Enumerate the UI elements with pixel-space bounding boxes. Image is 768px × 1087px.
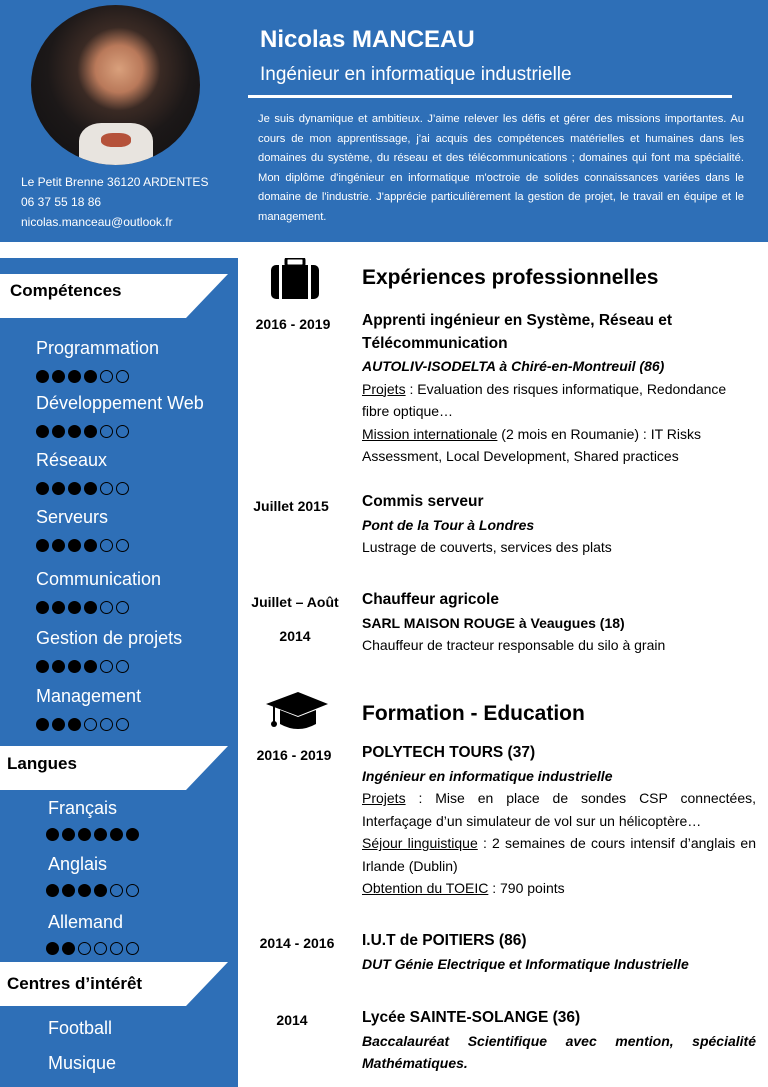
skill-label: Réseaux — [36, 450, 108, 470]
education-sejour — [362, 832, 756, 877]
skill-rating — [36, 482, 132, 498]
language-rating — [46, 884, 142, 900]
rating-dot-empty — [110, 942, 123, 955]
experience-company: AUTOLIV-ISODELTA à Chiré-en-Montreuil (86) — [362, 358, 665, 374]
contact-email[interactable]: nicolas.manceau@outlook.fr — [21, 215, 173, 229]
mission-text: (2 mois en Roumanie) : IT Risks Assessment, Local Development, Shared practices — [362, 425, 701, 464]
interest-item: Football — [48, 1018, 113, 1038]
experience-role: Commis serveur — [362, 493, 484, 510]
rating-dot-filled — [78, 828, 91, 841]
rating-dot-empty — [116, 370, 129, 383]
skill-rating — [36, 539, 132, 555]
education-degree: DUT Génie Electrique et Informatique Industrielle — [362, 955, 689, 972]
job-title: Ingénieur en informatique industrielle — [260, 64, 572, 85]
rating-dot-filled — [36, 425, 49, 438]
rating-dot-empty — [116, 718, 129, 731]
skill-rating — [36, 718, 132, 734]
experience-company: Pont de la Tour à Londres — [362, 516, 535, 533]
interets-title: Centres d’intérêt — [7, 974, 143, 993]
rating-dot-filled — [68, 425, 81, 438]
skill-rating — [36, 660, 132, 676]
rating-dot-filled — [68, 539, 81, 552]
rating-dot-filled — [36, 370, 49, 383]
sejour-label: Séjour linguistique — [362, 835, 478, 851]
rating-dot-empty — [116, 660, 129, 673]
education-school: POLYTECH TOURS (37) — [362, 744, 536, 761]
experience-projects — [362, 378, 756, 423]
experience-date: Juillet – Août — [251, 594, 339, 610]
skill-label: Gestion de projets — [36, 628, 183, 648]
skill-label: Serveurs — [36, 507, 109, 527]
rating-dot-empty — [126, 884, 139, 897]
rating-dot-filled — [110, 828, 123, 841]
rating-dot-empty — [116, 482, 129, 495]
rating-dot-filled — [52, 718, 65, 731]
rating-dot-filled — [68, 660, 81, 673]
rating-dot-filled — [94, 884, 107, 897]
rating-dot-filled — [36, 660, 49, 673]
photo-bowtie — [101, 133, 131, 147]
rating-dot-filled — [52, 482, 65, 495]
rating-dot-empty — [116, 539, 129, 552]
rating-dot-empty — [100, 718, 113, 731]
rating-dot-filled — [46, 884, 59, 897]
rating-dot-filled — [52, 425, 65, 438]
education-school: Lycée SAINTE-SOLANGE (36) — [362, 1009, 581, 1026]
rating-dot-filled — [62, 828, 75, 841]
skill-label: Développement Web — [36, 393, 204, 413]
profile-photo — [31, 5, 200, 165]
rating-dot-filled — [46, 942, 59, 955]
projets-label: Projets — [362, 790, 406, 806]
rating-dot-filled — [68, 370, 81, 383]
rating-dot-empty — [100, 482, 113, 495]
rating-dot-filled — [84, 660, 97, 673]
profile-summary: Je suis dynamique et ambitieux. J’aime relever les défis et gérer des missions importantes. Au cours de mon apprentissage, j'ai acquis des compétences matérielles et humaines dans les domaines du système, du réseau et des télécommunications ; domaines qui font ma spécialité. Mon diplôme d'ingénieur en informatique m'octroie de solides connaissances variées dans le domaine de l'industrie. J'apprécie particulièrement la gestion de projet, le travail en équipe et le management. — [258, 113, 744, 223]
rating-dot-empty — [126, 942, 139, 955]
experience-title: Expériences professionnelles — [362, 266, 659, 289]
language-label: Anglais — [48, 854, 108, 874]
rating-dot-empty — [84, 718, 97, 731]
experience-company: SARL MAISON ROUGE à Veaugues (18) — [362, 614, 625, 631]
education-entry — [362, 930, 756, 975]
header-banner — [0, 0, 768, 242]
rating-dot-filled — [52, 660, 65, 673]
rating-dot-filled — [84, 601, 97, 614]
interest-item: Musique — [48, 1053, 117, 1073]
education-toeic — [362, 877, 756, 900]
rating-dot-filled — [52, 370, 65, 383]
rating-dot-empty — [100, 601, 113, 614]
rating-dot-filled — [36, 539, 49, 552]
projets-text: : Mise en place de sondes CSP connectées, Interfaçage d’un simulateur de vol sur un hélicoptère… — [362, 790, 756, 829]
language-label: Allemand — [48, 912, 124, 932]
skill-label: Management — [36, 686, 142, 706]
experience-date: 2016 - 2019 — [255, 316, 331, 332]
education-school: I.U.T de POITIERS (86) — [362, 932, 527, 949]
rating-dot-empty — [94, 942, 107, 955]
education-degree: Ingénieur en informatique industrielle — [362, 767, 613, 784]
rating-dot-empty — [78, 942, 91, 955]
experience-entry — [362, 491, 756, 559]
toeic-label: Obtention du TOEIC — [362, 880, 489, 896]
experience-date-year: 2014 — [279, 628, 311, 644]
rating-dot-empty — [100, 425, 113, 438]
education-entry — [362, 742, 756, 900]
langues-title: Langues — [7, 754, 77, 773]
experience-entry — [362, 589, 756, 657]
experience-role: Chauffeur agricole — [362, 591, 499, 608]
experience-role: Apprenti ingénieur en Système, Réseau et Télécommunication — [362, 312, 673, 352]
rating-dot-empty — [100, 660, 113, 673]
rating-dot-filled — [84, 482, 97, 495]
person-name: Nicolas MANCEAU — [260, 26, 475, 53]
rating-dot-filled — [62, 884, 75, 897]
skill-label: Communication — [36, 569, 162, 589]
skill-rating — [36, 601, 132, 617]
rating-dot-filled — [36, 718, 49, 731]
experience-mission — [362, 423, 756, 468]
rating-dot-filled — [126, 828, 139, 841]
rating-dot-filled — [36, 601, 49, 614]
rating-dot-filled — [84, 539, 97, 552]
rating-dot-filled — [68, 601, 81, 614]
rating-dot-empty — [100, 539, 113, 552]
rating-dot-empty — [110, 884, 123, 897]
rating-dot-empty — [100, 370, 113, 383]
rating-dot-filled — [78, 884, 91, 897]
rating-dot-filled — [68, 482, 81, 495]
graduation-cap-icon — [264, 690, 330, 734]
competences-title: Compétences — [10, 281, 122, 300]
contact-phone[interactable]: 06 37 55 18 86 — [21, 195, 102, 209]
education-date: 2014 — [276, 1012, 308, 1028]
skill-rating — [36, 370, 132, 386]
education-degree: Baccalauréat Scientifique avec mention, spécialité Mathématiques. — [362, 1032, 756, 1071]
rating-dot-filled — [84, 425, 97, 438]
skill-rating — [36, 425, 132, 441]
rating-dot-filled — [36, 482, 49, 495]
sejour-text: : 2 semaines de cours intensif d’anglais en Irlande (Dublin) — [362, 835, 756, 874]
rating-dot-filled — [46, 828, 59, 841]
rating-dot-empty — [116, 425, 129, 438]
experience-date: Juillet 2015 — [253, 498, 329, 514]
contact-address: Le Petit Brenne 36120 ARDENTES — [21, 175, 209, 189]
rating-dot-empty — [116, 601, 129, 614]
rating-dot-filled — [62, 942, 75, 955]
rating-dot-filled — [68, 718, 81, 731]
rating-dot-filled — [52, 539, 65, 552]
language-label: Français — [48, 798, 118, 818]
rating-dot-filled — [94, 828, 107, 841]
projets-label: Projets — [362, 380, 406, 397]
education-date: 2014 - 2016 — [259, 935, 335, 951]
toeic-text: : 790 points — [488, 880, 565, 896]
header-divider — [248, 95, 732, 98]
education-projects — [362, 787, 756, 832]
rating-dot-filled — [84, 370, 97, 383]
experience-desc: Lustrage de couverts, services des plats — [362, 539, 612, 555]
rating-dot-filled — [52, 601, 65, 614]
experience-desc: Chauffeur de tracteur responsable du silo à grain — [362, 637, 666, 653]
mission-label: Mission internationale — [362, 425, 498, 442]
contact-block — [21, 172, 208, 232]
language-rating — [46, 942, 142, 958]
education-date: 2016 - 2019 — [256, 747, 332, 763]
education-entry — [362, 1007, 756, 1075]
projets-text: : Evaluation des risques informatique, Redondance fibre optique… — [362, 380, 727, 419]
briefcase-icon — [270, 258, 320, 300]
education-title: Formation - Education — [362, 702, 585, 725]
skill-label: Programmation — [36, 338, 160, 358]
language-rating — [46, 828, 142, 844]
experience-entry — [362, 310, 756, 468]
